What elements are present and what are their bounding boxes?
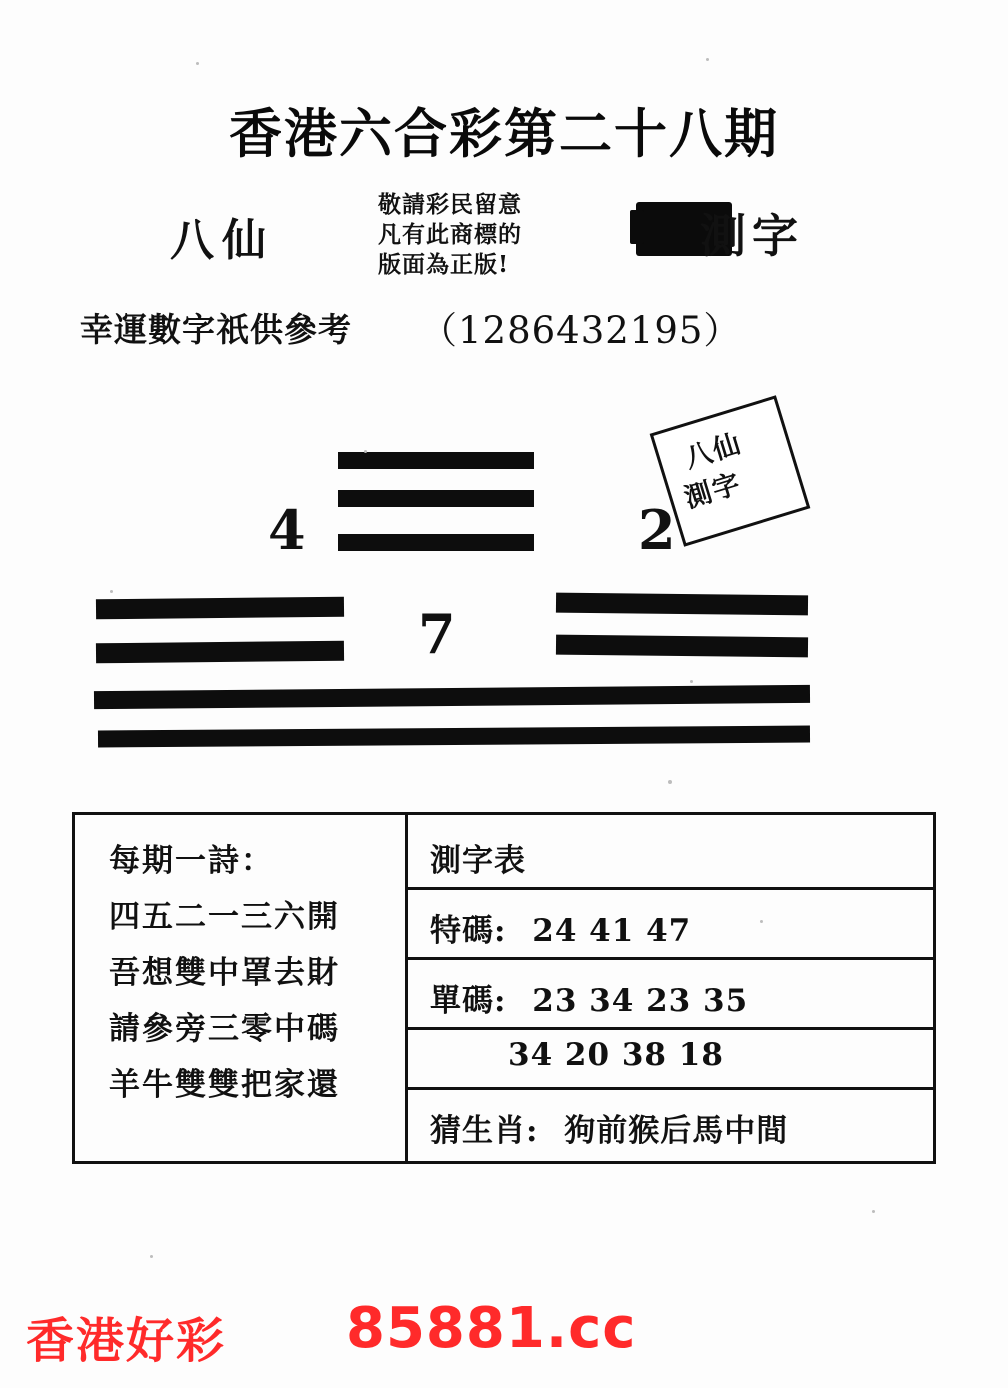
notice-line-2: 凡有此商標的 xyxy=(378,221,522,248)
poem-line: 羊牛雙雙把家還 xyxy=(109,1067,340,1103)
hexagram-digit-center: 7 xyxy=(418,602,456,666)
poem-line: 四五二一三六開 xyxy=(109,899,340,935)
scan-speckle xyxy=(872,1210,875,1213)
scan-speckle xyxy=(364,450,367,453)
scan-speckle xyxy=(150,1255,153,1258)
poem-title: 每期一詩： xyxy=(109,843,274,879)
hexagram-graphic xyxy=(0,430,1008,770)
poem-line: 吾想雙中罩去財 xyxy=(109,955,340,991)
hexagram-bar-long xyxy=(98,726,810,748)
notice-line-1: 敬請彩民留意 xyxy=(378,191,522,218)
hexagram-bar xyxy=(338,534,534,551)
table-row xyxy=(408,1105,933,1150)
hexagram-bar xyxy=(556,635,808,658)
scan-speckle xyxy=(196,62,199,65)
subtitle-row xyxy=(0,190,1008,300)
scan-speckle xyxy=(706,58,709,61)
scan-speckle xyxy=(668,780,672,784)
baxian-label: 八仙 xyxy=(170,215,274,266)
poem-cell xyxy=(75,815,405,1161)
notice-line-3: 版面為正版! xyxy=(378,251,510,278)
page-title: 香港六合彩第二十八期 xyxy=(229,103,779,165)
table-row xyxy=(408,905,933,950)
scan-speckle xyxy=(690,680,693,683)
hexagram-bar xyxy=(556,593,808,616)
poem-line: 請參旁三零中碼 xyxy=(109,1011,340,1047)
hexagram-bar xyxy=(96,597,344,620)
scan-speckle xyxy=(110,590,113,593)
cezi-label: 測字 xyxy=(700,209,804,263)
hexagram-digit-left: 4 xyxy=(268,498,306,562)
lucky-numbers-row xyxy=(80,300,940,356)
zodiac-label: 猜生肖: xyxy=(430,1113,539,1149)
prediction-table xyxy=(72,812,936,1164)
scan-speckle xyxy=(760,920,763,923)
seal-line-2: 測字 xyxy=(680,467,746,515)
hexagram-bar xyxy=(96,641,344,664)
single-code-value: 23 34 23 35 xyxy=(532,983,749,1019)
lucky-numbers-label: 幸運數字祇供參考 xyxy=(80,310,352,349)
hexagram-bar xyxy=(338,490,534,507)
authenticity-notice xyxy=(378,190,522,280)
table-row-divider xyxy=(405,957,933,960)
hexagram-bar xyxy=(338,452,534,469)
cezi-table-title: 測字表 xyxy=(430,843,526,879)
single-code-label: 單碼: xyxy=(430,983,507,1019)
special-code-label: 特碼: xyxy=(430,913,507,949)
lucky-numbers-value: （1286432195） xyxy=(420,309,742,352)
special-code-value: 24 41 47 xyxy=(532,913,692,949)
table-row xyxy=(408,1037,933,1073)
seal-line-1: 八仙 xyxy=(681,428,746,475)
table-row-divider xyxy=(405,887,933,890)
single-code-value-2: 34 20 38 18 xyxy=(508,1037,724,1073)
hexagram-digit-right: 2 xyxy=(638,498,676,562)
table-row-divider xyxy=(405,1027,933,1030)
footer-site: 85881.cc xyxy=(346,1296,637,1361)
hexagram-bar-long xyxy=(94,685,810,709)
zodiac-value: 狗前猴后馬中間 xyxy=(564,1113,789,1149)
footer-brand: 香港好彩 xyxy=(26,1313,227,1369)
footer-watermark xyxy=(26,1296,986,1369)
table-row-divider xyxy=(405,1087,933,1090)
table-row xyxy=(408,975,933,1020)
